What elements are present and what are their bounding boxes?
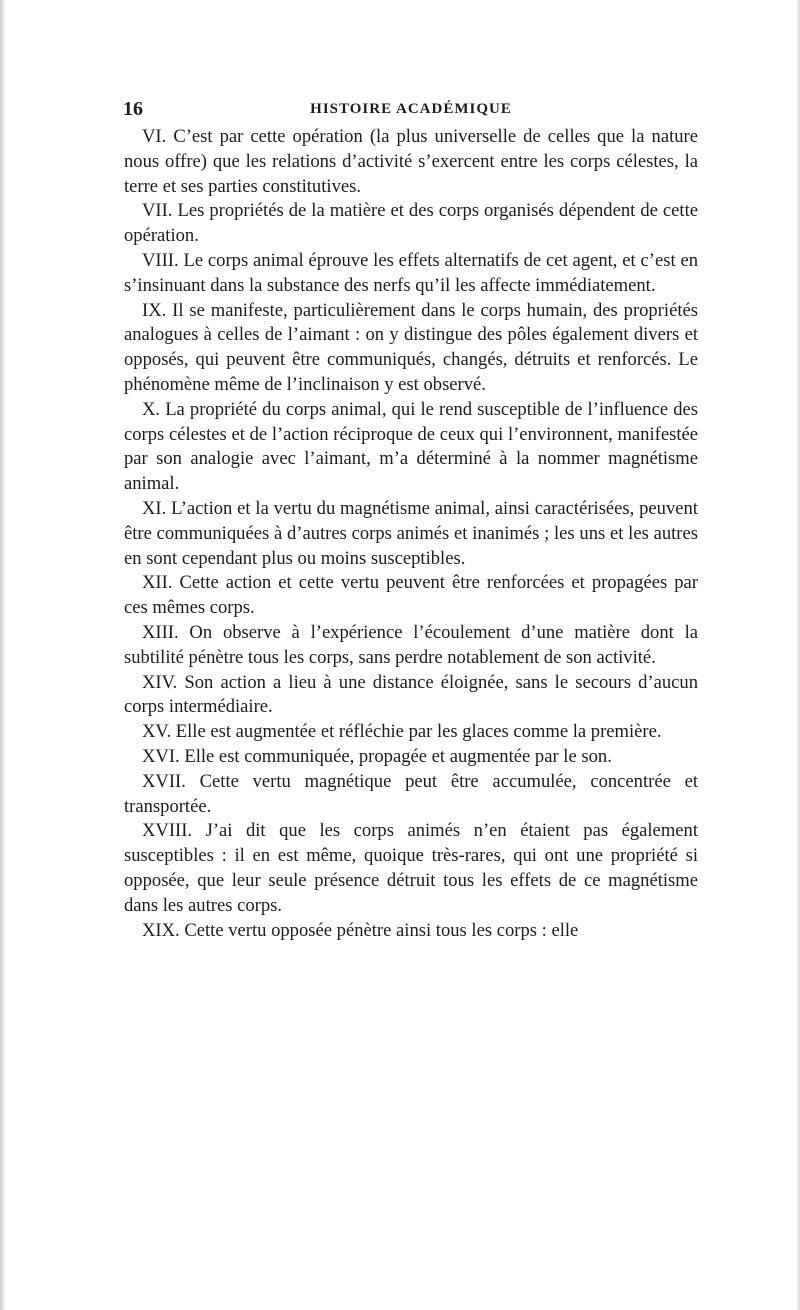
paragraph-viii: VIII. Le corps animal éprouve les effets alternatifs de cet agent, et c’est en s’insinuant dans la substance des nerfs qu’il les affecte immédiatement. <box>124 249 698 296</box>
page-number: 16 <box>123 98 143 120</box>
paragraph-xiv: XIV. Son action a lieu à une distance éloignée, sans le secours d’aucun corps intermédiaire. <box>124 671 698 718</box>
paragraph-xi: XI. L’action et la vertu du magnétisme animal, ainsi caractérisées, peuvent être communiquées à d’autres corps animés et inanimés ; les uns et les autres en sont cependant plus ou moins susceptibles. <box>124 497 698 569</box>
paragraph-vii: VII. Les propriétés de la matière et des corps organisés dépendent de cette opération. <box>124 200 698 247</box>
paragraph-ix: IX. Il se manifeste, particulièrement dans le corps humain, des propriétés analogues à celles de l’aimant : on y distingue des pôles également divers et opposés, qui peuvent être communiqués, changés, détruits et renforcés. Le phénomène même de l’inclinaison y est observé. <box>124 299 698 395</box>
page-right-edge-shadow <box>796 0 800 1310</box>
paragraph-xviii: XVIII. J’ai dit que les corps animés n’en étaient pas également susceptibles : il en est même, quoique très-rares, qui ont une propriété si opposée, que leur seule présence détruit tous les effets de ce magnétisme dans les autres corps. <box>124 820 698 916</box>
page-header <box>123 98 699 122</box>
paragraph-xvii: XVII. Cette vertu magnétique peut être accumulée, concentrée et transportée. <box>124 770 698 817</box>
paragraph-vi: VI. C’est par cette opération (la plus universelle de celles que la nature nous offre) que les relations d’activité s’exercent entre les corps célestes, la terre et ses parties constitutives. <box>124 126 698 197</box>
page-left-edge-shadow <box>0 0 6 1310</box>
paragraph-xix: XIX. Cette vertu opposée pénètre ainsi tous les corps : elle <box>142 919 579 941</box>
running-head: HISTOIRE ACADÉMIQUE <box>310 101 512 117</box>
paragraph-x: X. La propriété du corps animal, qui le rend susceptible de l’influence des corps célestes et de l’action réciproque de ceux qui l’environnent, manifestée par son analogie avec l’aimant, m’a déterminé à la nommer magnétisme animal. <box>124 398 698 495</box>
body-text <box>124 125 698 943</box>
paragraph-xii: XII. Cette action et cette vertu peuvent être renforcées et propagées par ces mêmes corps. <box>124 572 698 619</box>
paragraph-xvi: XVI. Elle est communiquée, propagée et augmentée par le son. <box>142 745 612 767</box>
paragraph-xiii: XIII. On observe à l’expérience l’écoulement d’une matière dont la subtilité pénètre tous les corps, sans perdre notablement de son activité. <box>124 621 698 668</box>
paragraph-xv: XV. Elle est augmentée et réfléchie par les glaces comme la première. <box>142 721 662 743</box>
